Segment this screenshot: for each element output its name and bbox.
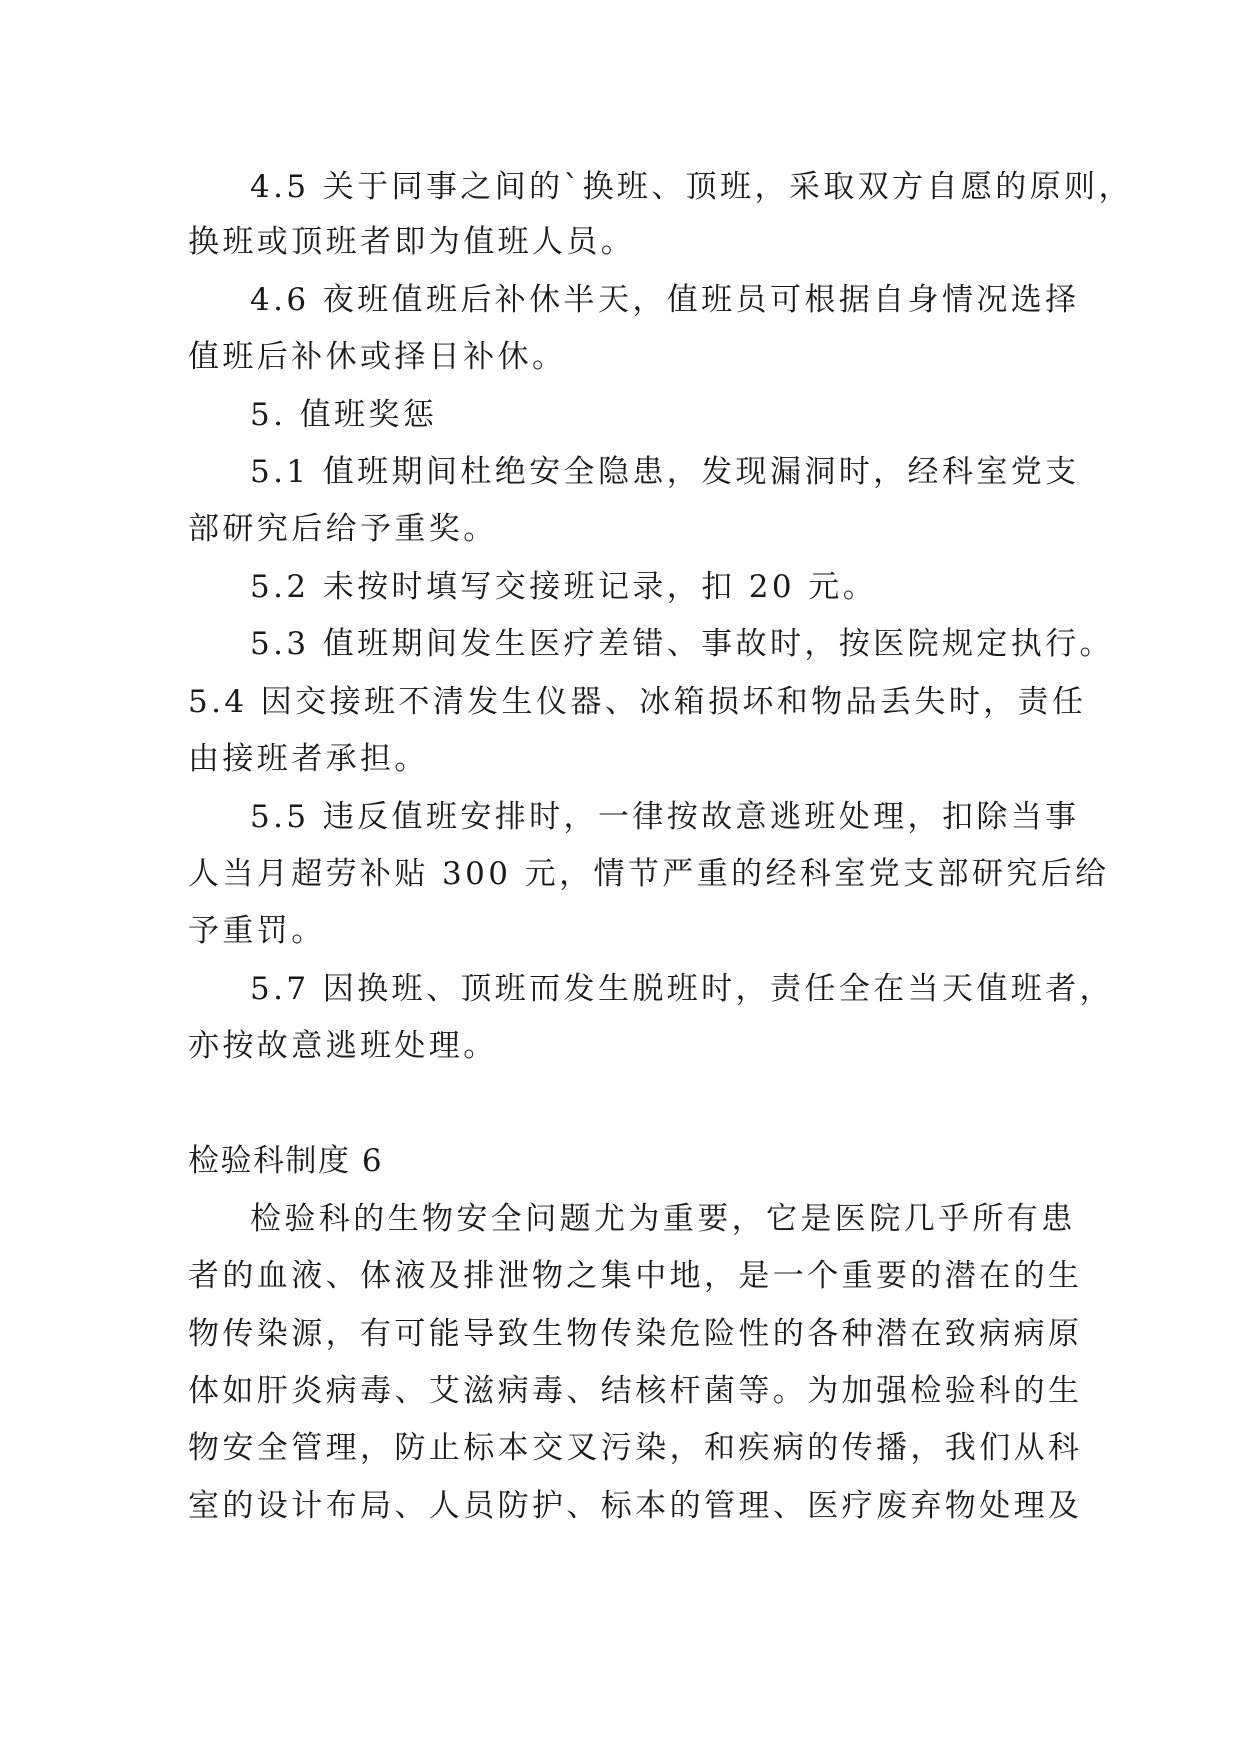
body-paragraph-line-5: 物安全管理，防止标本交叉污染，和疾病的传播，我们从科: [188, 1430, 1083, 1466]
body-paragraph-line-3: 物传染源，有可能导致生物传染危险性的各种潜在致病病原: [188, 1316, 1083, 1352]
paragraph-5-7-line-2: 亦按故意逃班处理。: [188, 1028, 498, 1064]
body-paragraph-line-2: 者的血液、体液及排泄物之集中地，是一个重要的潜在的生: [188, 1258, 1083, 1294]
body-paragraph-line-6: 室的设计布局、人员防护、标本的管理、医疗废弃物处理及: [188, 1488, 1083, 1524]
paragraph-4-5-line-2: 换班或顶班者即为值班人员。: [188, 224, 636, 260]
body-paragraph-line-1: 检验科的生物安全问题尤为重要，它是医院几乎所有患: [250, 1201, 1076, 1237]
paragraph-5-1-line-2: 部研究后给予重奖。: [188, 511, 498, 547]
paragraph-5-4-line-1: 5.4 因交接班不清发生仪器、冰箱损坏和物品丢失时，责任: [188, 684, 1087, 720]
paragraph-5-5-line-2: 人当月超劳补贴 300 元，情节严重的经科室党支部研究后给: [188, 856, 1110, 892]
paragraph-5-5-line-3: 予重罚。: [188, 913, 326, 949]
paragraph-5-2: 5.2 未按时填写交接班记录，扣 20 元。: [250, 569, 878, 605]
paragraph-4-6-line-1: 4.6 夜班值班后补休半天，值班员可根据自身情况选择: [250, 282, 1080, 318]
paragraph-5-4-line-2: 由接班者承担。: [188, 741, 429, 777]
paragraph-5-3: 5.3 值班期间发生医疗差错、事故时，按医院规定执行。: [250, 626, 1114, 662]
section-5-heading: 5. 值班奖惩: [250, 397, 438, 433]
paragraph-5-1-line-1: 5.1 值班期间杜绝安全隐患，发现漏洞时，经科室党支: [250, 454, 1080, 490]
paragraph-5-7-line-1: 5.7 因换班、顶班而发生脱班时，责任全在当天值班者，: [250, 971, 1114, 1007]
body-paragraph-line-4: 体如肝炎病毒、艾滋病毒、结核杆菌等。为加强检验科的生: [188, 1373, 1083, 1409]
paragraph-4-5-line-1: 4.5 关于同事之间的`换班、顶班，采取双方自愿的原则，: [250, 169, 1133, 205]
paragraph-5-5-line-1: 5.5 违反值班安排时，一律按故意逃班处理，扣除当事: [250, 799, 1080, 835]
section-title: 检验科制度 6: [188, 1143, 384, 1179]
paragraph-4-6-line-2: 值班后补休或择日补休。: [188, 339, 567, 375]
